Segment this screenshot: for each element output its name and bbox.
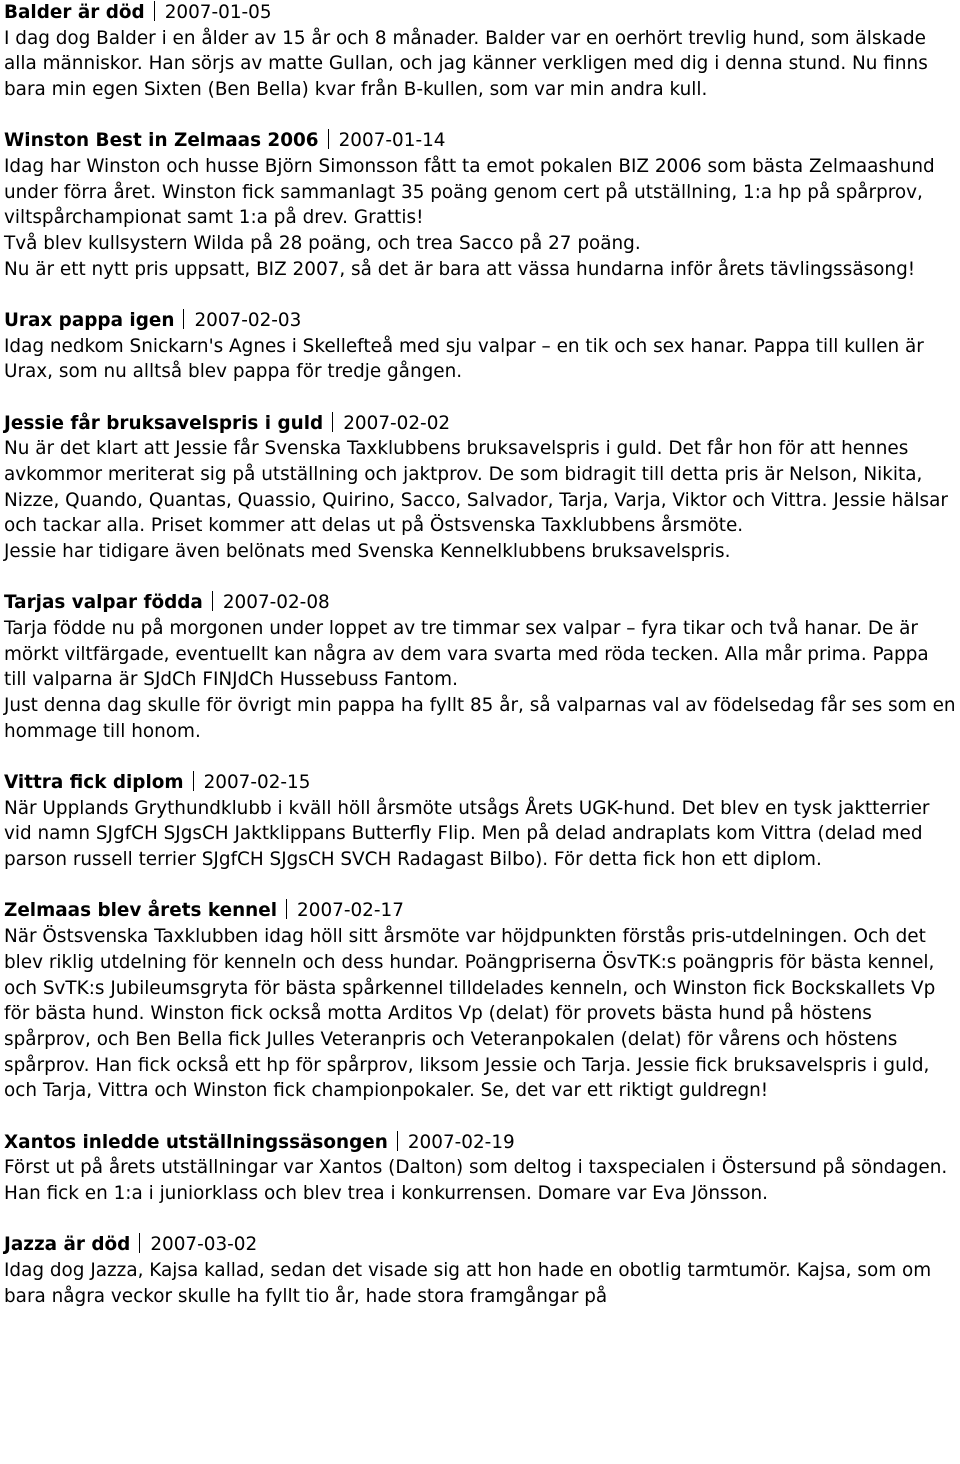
entry-paragraph: Nu är ett nytt pris uppsatt, BIZ 2007, så det är bara att vässa hundarna inför årets tävlingssäsong! [4,258,916,280]
entry-header [4,898,956,924]
entry-title: Winston Best in Zelmaas 2006 [4,130,319,152]
entry-title: Zelmaas blev årets kennel [4,900,278,922]
entry-paragraph: Jessie har tidigare även belönats med Svenska Kennelklubbens bruksavelspris. [4,541,731,563]
entry-title: Tarjas valpar födda [4,592,203,614]
entry-title: Jazza är död [4,1234,131,1256]
news-entry [4,1232,956,1309]
entry-date: 2007-02-02 [343,412,451,434]
entry-separator [212,591,213,611]
entry-paragraph: Tarja födde nu på morgonen under loppet av tre timmar sex valpar – fyra tikar och två hanar. De är mörkt viltfärgade, eventuellt kan några av dem vara svarta med röda tecken. Alla mår prima. Pappa till valparna är SJdCh FINJdCh Hussebuss Fantom. [4,618,929,691]
entry-date: 2007-02-08 [222,592,330,614]
entry-separator [332,412,333,432]
entry-date: 2007-02-15 [203,772,311,794]
entry-paragraph: När Upplands Grythundklubb i kväll höll årsmöte utsågs Årets UGK-hund. Det blev en tysk jaktterrier vid namn SJgfCH SJgsCH Jaktklippans Butterfly Flip. Men på delad andraplats kom Vittra (delad med parson russell terrier SJgfCH SJgsCH SVCH Radagast Bilbo). För detta fick hon ett diplom. [4,797,930,871]
entry-paragraph: I dag dog Balder i en ålder av 15 år och 8 månader. Balder var en oerhört trevlig hund, som älskade alla människor. Han sörjs av matte Gullan, och jag känner verkligen med dig i denna stund. Nu finns bara min egen Sixten (Ben Bella) kvar från B-kullen, som var min andra kull. [4,27,928,101]
entry-date: 2007-02-03 [194,310,302,332]
entry-paragraph: Just denna dag skulle för övrigt min pappa ha fyllt 85 år, så valparnas val av födelsedag får ses som en hommage till honom. [4,695,956,742]
entry-paragraph: Två blev kullsystern Wilda på 28 poäng, och trea Sacco på 27 poäng. [4,233,641,255]
entry-separator [328,129,329,149]
entry-header [4,411,956,437]
entry-header [4,590,956,616]
news-entry [4,590,956,744]
entry-date: 2007-01-14 [338,130,446,152]
entry-title: Jessie får bruksavelspris i guld [4,412,324,434]
entry-paragraph: Idag nedkom Snickarn's Agnes i Skellefteå med sju valpar – en tik och sex hanar. Pappa till kullen är Urax, som nu alltså blev pappa för tredje gången. [4,335,924,383]
entry-separator [286,899,287,919]
entry-separator [183,309,184,329]
entry-header [4,128,956,154]
entry-date: 2007-03-02 [150,1234,258,1256]
news-entry [4,128,956,282]
news-entry [4,1130,956,1207]
entry-date: 2007-02-19 [407,1131,515,1153]
entry-title: Urax pappa igen [4,310,175,332]
entry-paragraph: När Östsvenska Taxklubben idag höll sitt årsmöte var höjdpunkten förstås pris-utdelningen. Och det blev riklig utdelning för kenneln och dess hundar. Poängpriserna ÖsvTK:s poängpris för bästa kennel, och SvTK:s Jubileumsgryta för bästa spårkennel tilldelades kenneln, och Winston fick Bockskallets Vp för bästa hund. Winston fick också motta Arditos Vp (delat) för provets bästa hund på höstens spårprov, och Ben Bella fick Julles Veteranpris och Veteranpokalen (delat) för vårens och höstens spårprov. Han fick också ett hp för spårprov, liksom Jessie och Tarja. Jessie fick bruksavelspris i guld, och Tarja, Vittra och Winston fick championpokaler. Se, det var ett riktigt guldregn! [4,926,936,1102]
entry-separator [397,1131,398,1151]
entry-paragraph: Idag har Winston och husse Björn Simonsson fått ta emot pokalen BIZ 2006 som bästa Zelmaashund under förra året. Winston fick sammanlagt 35 poäng genom cert på utställning, 1:a hp på spårprov, viltspårchampionat samt 1:a på drev. Grattis! [4,156,935,229]
entry-date: 2007-01-05 [164,2,272,23]
entry-title: Xantos inledde utställningssäsongen [4,1131,388,1153]
entry-paragraph: Först ut på årets utställningar var Xantos (Dalton) som deltog i taxspecialen i Östersund på söndagen. Han fick en 1:a i juniorklass och blev trea i konkurrensen. Domare var Eva Jönsson. [4,1157,948,1204]
news-entry [4,770,956,873]
entry-header [4,1232,956,1258]
entry-separator [154,1,155,21]
entry-header [4,770,956,796]
entry-header [4,308,956,334]
entry-header [4,1130,956,1156]
news-entry [4,898,956,1104]
news-entry [4,411,956,565]
entry-title: Balder är död [4,2,145,23]
entry-header [4,0,956,26]
entry-separator [139,1233,140,1253]
entry-date: 2007-02-17 [297,900,404,922]
news-entry [4,0,956,103]
entry-paragraph: Idag dog Jazza, Kajsa kallad, sedan det visade sig att hon hade en obotlig tarmtumör. Kajsa, som om bara några veckor skulle ha fyllt tio år, hade stora framgångar på [4,1259,932,1307]
entry-separator [193,771,194,791]
entry-paragraph: Nu är det klart att Jessie får Svenska Taxklubbens bruksavelspris i guld. Det får hon för att hennes avkommor meriterat sig på utställning och jaktprov. De som bidragit till detta pris är Nelson, Nikita, Nizze, Quando, Quantas, Quassio, Quirino, Sacco, Salvador, Tarja, Varja, Viktor och Vittra. Jessie hälsar och tackar alla. Priset kommer att delas ut på Östsvenska Taxklubbens årsmöte. [4,438,948,537]
entry-title: Vittra fick diplom [4,772,184,794]
news-entry [4,308,956,385]
